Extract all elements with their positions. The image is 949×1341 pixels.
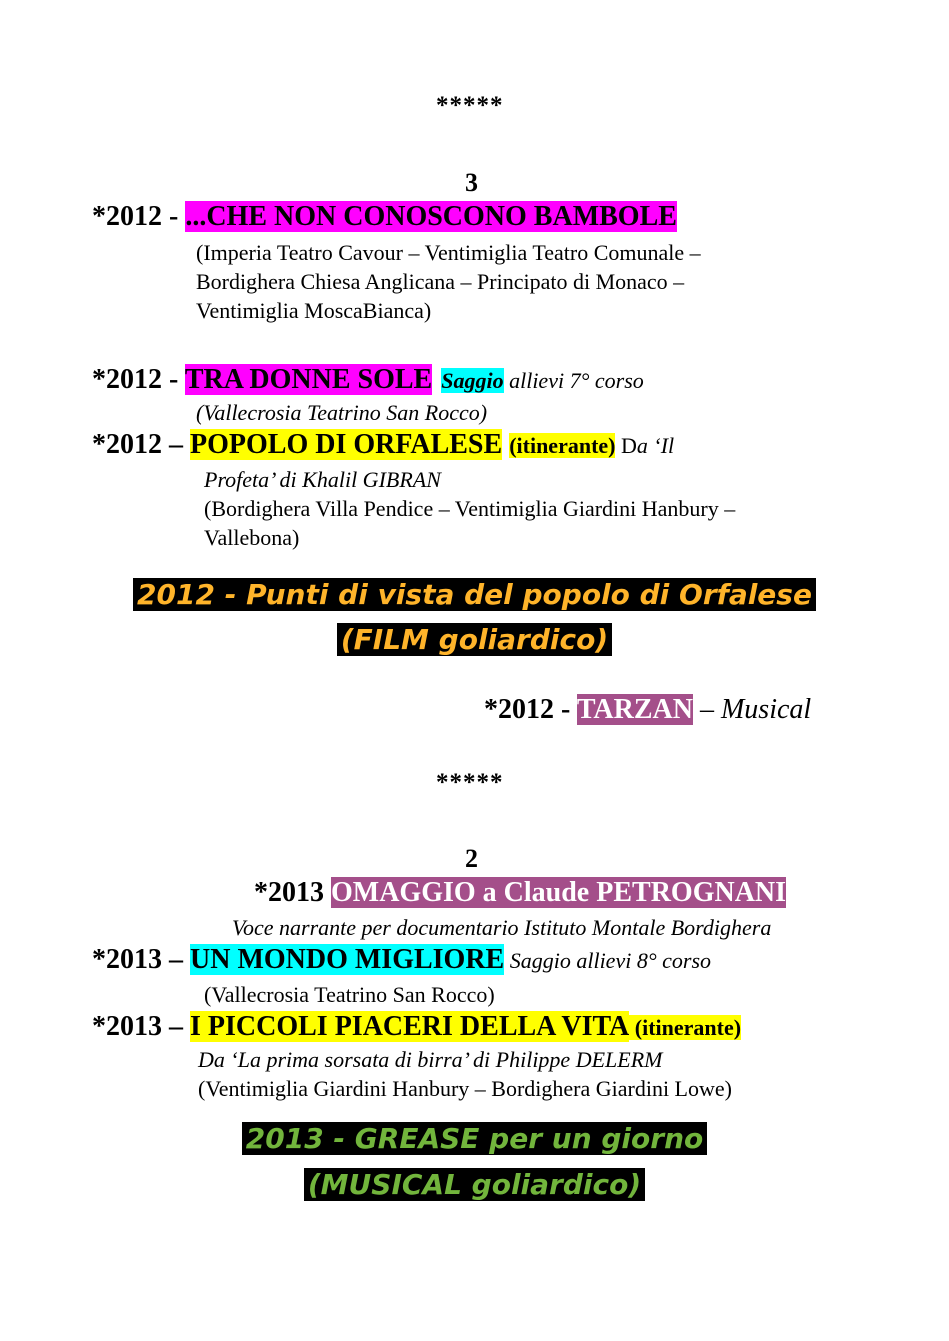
entry-2012-2-heading (92, 364, 644, 396)
section-number: 3 (465, 168, 478, 197)
musical-banner-line1: 2013 - GREASE per un giorno (242, 1122, 708, 1155)
entry-subtitle: allievi 7° corso (503, 368, 644, 393)
entry-subtitle: Musical (720, 694, 812, 725)
entry-source-line: Profeta’ di Khalil GIBRAN (204, 467, 441, 492)
entry-tag: (itinerante) (509, 433, 616, 458)
entry-prefix: *2013 – (92, 1011, 190, 1042)
entry-2013-2-heading (92, 944, 711, 976)
musical-banner-line2: (MUSICAL goliardico) (304, 1168, 645, 1201)
musical-banner (0, 1122, 949, 1155)
entry-venue-line: (Ventimiglia Giardini Hanbury – Bordighera Giardini Lowe) (198, 1076, 732, 1101)
entry-source-line: Da ‘La prima sorsata di birra’ di Philippe DELERM (198, 1047, 663, 1072)
entry-tag: (itinerante) (629, 1015, 742, 1040)
entry-venue-line: Ventimiglia MoscaBianca) (196, 298, 432, 323)
entry-2013-3-heading (92, 1011, 741, 1043)
entry-title: I PICCOLI PIACERI DELLA VITA (190, 1011, 630, 1042)
separator: ***** (436, 769, 504, 796)
entry-venue-line: Bordighera Chiesa Anglicana – Principato di Monaco – (196, 269, 685, 294)
entry-2013-1-heading (254, 877, 786, 909)
entry-title: TRA DONNE SOLE (184, 364, 433, 395)
entry-venue-line: (Vallecrosia Teatrino San Rocco) (204, 982, 495, 1007)
entry-prefix: *2012 - (92, 201, 186, 232)
entry-title: ...CHE NON CONOSCONO BAMBOLE (185, 201, 677, 232)
entry-prefix: *2013 (254, 877, 331, 908)
entry-prefix: *2013 – (92, 944, 190, 975)
entry-title: OMAGGIO a Claude PETROGNANI (331, 877, 787, 908)
film-banner-line1: 2012 - Punti di vista del popolo di Orfalese (133, 578, 816, 611)
entry-prefix: *2012 – (92, 429, 190, 460)
entry-title: UN MONDO MIGLIORE (190, 944, 505, 975)
entry-subtitle: a ‘Il (636, 433, 675, 458)
entry-venue-line: (Bordighera Villa Pendice – Ventimiglia Giardini Hanbury – (204, 496, 736, 521)
entry-venue-line: (Vallecrosia Teatrino San Rocco) (196, 400, 488, 425)
separator: ***** (436, 92, 504, 119)
entry-title: TARZAN (576, 694, 693, 725)
entry-subtitle: Saggio allievi 8° corso (504, 948, 712, 973)
entry-2012-1-heading (92, 201, 677, 233)
section-number: 2 (465, 844, 478, 873)
entry-venue-line: Vallebona) (204, 525, 300, 550)
entry-title: POPOLO DI ORFALESE (190, 429, 503, 460)
film-banner (0, 578, 949, 611)
entry-venue-line: (Imperia Teatro Cavour – Ventimiglia Teatro Comunale – (196, 240, 701, 265)
film-banner-2 (0, 623, 949, 656)
entry-description-line: Voce narrante per documentario Istituto Montale Bordighera (232, 915, 772, 940)
musical-banner-2 (0, 1168, 949, 1201)
entry-prefix: *2012 - (484, 694, 577, 725)
entry-prefix: *2012 - (92, 364, 185, 395)
entry-tag: Saggio (441, 368, 504, 393)
film-banner-line2: (FILM goliardico) (337, 623, 612, 656)
entry-2012-4-heading (484, 694, 811, 726)
entry-dash: – (692, 694, 721, 725)
entry-2012-3-heading (92, 429, 674, 461)
entry-subtitle-d: D (615, 433, 637, 458)
